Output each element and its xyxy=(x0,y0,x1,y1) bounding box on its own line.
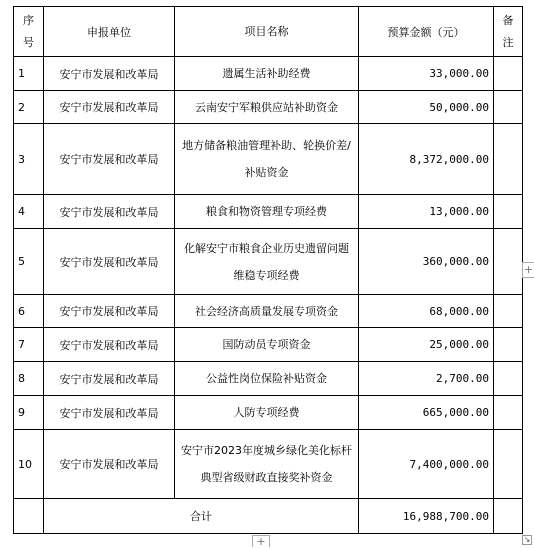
row-unit: 安宁市发展和改革局 xyxy=(44,57,175,91)
add-column-button[interactable]: + xyxy=(523,263,534,276)
add-row-button[interactable]: + xyxy=(252,535,270,547)
row-no: 6 xyxy=(14,295,44,328)
row-no: 2 xyxy=(14,91,44,124)
row-amount: 7,400,000.00 xyxy=(359,430,494,499)
header-row xyxy=(14,7,523,57)
total-no xyxy=(14,499,44,534)
table-row xyxy=(14,195,523,229)
row-note xyxy=(494,430,523,499)
row-unit: 安宁市发展和改革局 xyxy=(44,124,175,195)
row-unit: 安宁市发展和改革局 xyxy=(44,328,175,362)
table-row xyxy=(14,57,523,91)
table-row xyxy=(14,295,523,328)
row-note xyxy=(494,57,523,91)
table-row xyxy=(14,362,523,396)
table-row xyxy=(14,396,523,430)
row-no: 3 xyxy=(14,124,44,195)
table-row xyxy=(14,328,523,362)
budget-table xyxy=(13,6,523,534)
total-row xyxy=(14,499,523,534)
row-name: 云南安宁军粮供应站补助资金 xyxy=(175,91,359,124)
table-row xyxy=(14,229,523,295)
header-name: 项目名称 xyxy=(175,7,359,57)
row-no: 9 xyxy=(14,396,44,430)
row-amount: 2,700.00 xyxy=(359,362,494,396)
row-amount: 665,000.00 xyxy=(359,396,494,430)
row-unit: 安宁市发展和改革局 xyxy=(44,91,175,124)
row-name: 化解安宁市粮食企业历史遗留问题维稳专项经费 xyxy=(175,229,359,295)
table-row xyxy=(14,430,523,499)
row-name: 粮食和物资管理专项经费 xyxy=(175,195,359,229)
table-row xyxy=(14,91,523,124)
row-amount: 13,000.00 xyxy=(359,195,494,229)
row-unit: 安宁市发展和改革局 xyxy=(44,396,175,430)
row-note xyxy=(494,328,523,362)
row-no: 10 xyxy=(14,430,44,499)
header-amount: 预算金额（元） xyxy=(359,7,494,57)
row-name: 国防动员专项资金 xyxy=(175,328,359,362)
table-row xyxy=(14,124,523,195)
row-no: 8 xyxy=(14,362,44,396)
row-unit: 安宁市发展和改革局 xyxy=(44,295,175,328)
row-name: 遗属生活补助经费 xyxy=(175,57,359,91)
row-note xyxy=(494,195,523,229)
row-unit: 安宁市发展和改革局 xyxy=(44,430,175,499)
row-name: 公益性岗位保险补贴资金 xyxy=(175,362,359,396)
row-no: 5 xyxy=(14,229,44,295)
total-label: 合计 xyxy=(44,499,359,534)
row-note xyxy=(494,91,523,124)
row-note xyxy=(494,124,523,195)
row-note xyxy=(494,362,523,396)
row-amount: 50,000.00 xyxy=(359,91,494,124)
row-amount: 68,000.00 xyxy=(359,295,494,328)
row-name: 安宁市2023年度城乡绿化美化标杆典型省级财政直接奖补资金 xyxy=(175,430,359,499)
total-note xyxy=(494,499,523,534)
row-no: 7 xyxy=(14,328,44,362)
row-amount: 8,372,000.00 xyxy=(359,124,494,195)
header-note: 备注 xyxy=(494,7,523,57)
row-amount: 360,000.00 xyxy=(359,229,494,295)
row-note xyxy=(494,295,523,328)
row-name: 地方储备粮油管理补助、轮换价差/补贴资金 xyxy=(175,124,359,195)
row-unit: 安宁市发展和改革局 xyxy=(44,362,175,396)
row-unit: 安宁市发展和改革局 xyxy=(44,229,175,295)
resize-handle-icon[interactable]: ↘ xyxy=(523,535,531,544)
row-unit: 安宁市发展和改革局 xyxy=(44,195,175,229)
header-no: 序号 xyxy=(14,7,44,57)
row-note xyxy=(494,396,523,430)
row-note xyxy=(494,229,523,295)
row-amount: 25,000.00 xyxy=(359,328,494,362)
row-name: 社会经济高质量发展专项资金 xyxy=(175,295,359,328)
row-name: 人防专项经费 xyxy=(175,396,359,430)
total-amount: 16,988,700.00 xyxy=(359,499,494,534)
row-no: 1 xyxy=(14,57,44,91)
row-amount: 33,000.00 xyxy=(359,57,494,91)
row-no: 4 xyxy=(14,195,44,229)
header-unit: 申报单位 xyxy=(44,7,175,57)
